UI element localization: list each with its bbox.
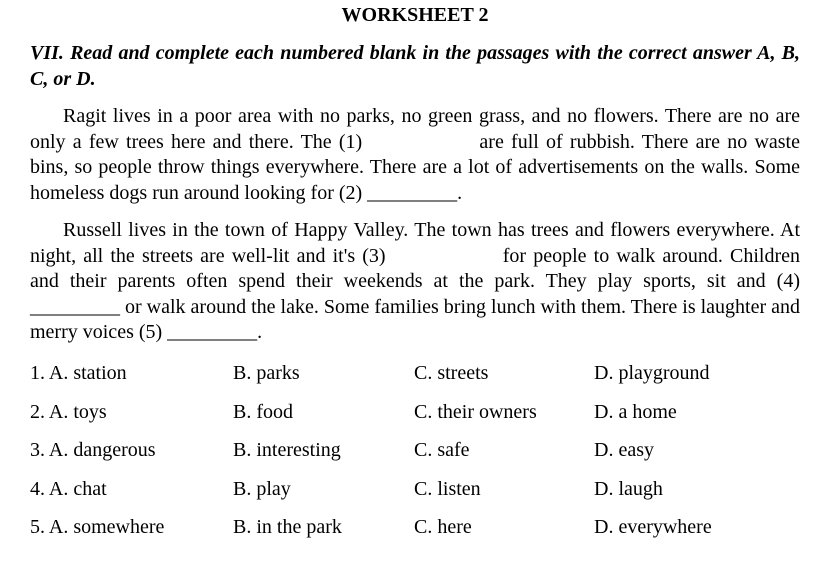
option-2d: D. a home — [594, 400, 677, 423]
passage-2-text-b: for people to walk around. Children and their parents often spend their weekends at the park. They play sports, sit and (4) — [30, 244, 801, 292]
option-1d: D. playground — [594, 362, 710, 384]
option-2b: B. food — [233, 400, 293, 423]
option-3a: 3. A. dangerous — [30, 439, 156, 461]
blank-5: _________ — [167, 321, 258, 343]
exercise-instruction: VII. Read and complete each numbered blank in the passages with the correct answer A, B, C, or D. — [30, 42, 800, 90]
question-row-5 — [30, 512, 810, 551]
question-row-2 — [30, 397, 810, 436]
passage-1-text-c: . — [457, 181, 463, 204]
option-5a: 5. A. somewhere — [30, 516, 165, 538]
option-2c: C. their owners — [414, 400, 537, 423]
passage-2-text-a: Russell lives in the town of Happy Valley. The town has trees and flowers everywhere. At night, all the streets are well-lit and it's (3) — [30, 219, 800, 267]
option-4c: C. listen — [414, 477, 481, 500]
blank-4: _________ — [30, 295, 120, 318]
passage-1 — [30, 104, 800, 206]
question-row-1 — [30, 358, 810, 397]
option-4a: 4. A. chat — [30, 477, 107, 500]
passage-2-text-d: . — [257, 321, 263, 343]
question-row-4 — [30, 474, 810, 513]
option-4d: D. laugh — [594, 477, 663, 500]
option-5b: B. in the park — [233, 516, 342, 538]
option-2a: 2. A. toys — [30, 400, 107, 423]
option-3c: C. safe — [414, 439, 470, 461]
answer-options — [30, 358, 810, 551]
blank-2: _________ — [367, 181, 458, 204]
option-3b: B. interesting — [233, 439, 341, 461]
passage-2-text-c: or walk around the lake. Some families bring lunch with them. There is laughter and merry voices (5) — [30, 295, 801, 343]
question-row-3 — [30, 435, 810, 474]
option-3d: D. easy — [594, 439, 654, 461]
option-1b: B. parks — [233, 362, 300, 384]
option-1a: 1. A. station — [30, 362, 127, 384]
option-1c: C. streets — [414, 362, 489, 384]
passage-1-text-b: are full of rubbish. There are no waste bins, so people throw things everywhere. There are a lot of advertisements on the walls. Some homeless dogs run around looking for (2) — [30, 130, 800, 204]
option-4b: B. play — [233, 477, 291, 500]
passage-2 — [30, 218, 800, 346]
option-5c: C. here — [414, 516, 472, 538]
worksheet-title: WORKSHEET 2 — [341, 4, 489, 26]
passage-1-text-a: Ragit lives in a poor area with no parks, no green grass, and no flowers. There are no are only a few trees here and there. The (1) — [30, 105, 800, 153]
option-5d: D. everywhere — [594, 516, 712, 538]
